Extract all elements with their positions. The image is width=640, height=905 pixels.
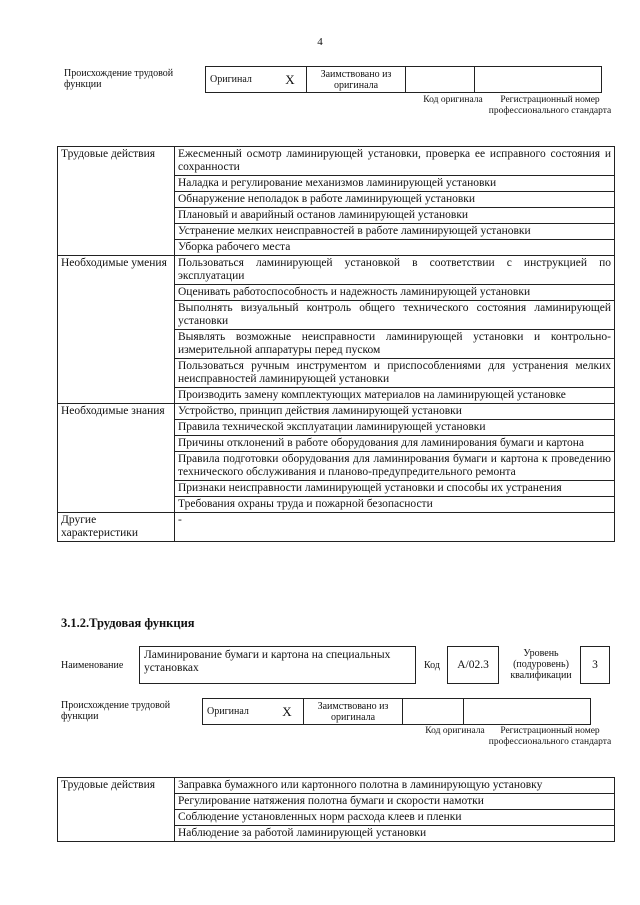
table-cell: Правила технической эксплуатации ламинирующей установки	[175, 420, 615, 436]
table-cell: Признаки неисправности ламинирующей установки и способы их устранения	[175, 481, 615, 497]
table-cell: Пользоваться ручным инструментом и приспособлениями для устранения мелких неисправностей ламинирующей установки	[175, 359, 615, 388]
level-box	[580, 646, 610, 684]
reg-number-cell	[464, 699, 591, 725]
other-header: Другие характеристики	[58, 513, 175, 542]
level-label: Уровень (подуровень) квалификации	[510, 648, 572, 681]
origin-table	[202, 698, 591, 725]
labor-actions-header: Трудовые действия	[58, 147, 175, 256]
code-original-caption: Код оригинала	[423, 95, 483, 105]
original-mark: X	[274, 67, 307, 93]
name-label: Наименование	[61, 660, 124, 671]
original-label: Оригинал	[206, 67, 275, 93]
original-label: Оригинал	[203, 699, 272, 725]
code-original-caption: Код оригинала	[425, 726, 485, 736]
table-cell: Выявлять возможные неисправности ламинирующей установки и контрольно-измерительной аппаратуры перед пуском	[175, 330, 615, 359]
code-original-cell	[403, 699, 464, 725]
table-cell: Причины отклонений в работе оборудования для ламинирования бумаги и картона	[175, 436, 615, 452]
origin-label: Происхождение трудовой функции	[64, 68, 174, 90]
code-original-cell	[406, 67, 475, 93]
knowledge-header: Необходимые знания	[58, 404, 175, 513]
function-name: Ламинирование бумаги и картона на специальных установках	[144, 649, 391, 674]
table-cell: Правила подготовки оборудования для ламинирования бумаги и картона к проведению технического обслуживания и планово-предупредительного ремонта	[175, 452, 615, 481]
page-number: 4	[317, 36, 323, 48]
skills-header: Необходимые умения	[58, 256, 175, 404]
table-cell: Обнаружение неполадок в работе ламинирующей установки	[175, 192, 615, 208]
origin-table	[205, 66, 602, 93]
labor-function-table-2	[57, 777, 615, 842]
table-cell: Пользоваться ламинирующей установкой в соответствии с инструкцией по эксплуатации	[175, 256, 615, 285]
function-name-box	[139, 646, 416, 684]
table-cell: Ежесменный осмотр ламинирующей установки, проверка ее исправного состояния и сохранности	[175, 147, 615, 176]
labor-function-table	[57, 146, 615, 542]
table-cell: Производить замену комплектующих материалов на ламинирующей установке	[175, 388, 615, 404]
table-cell: Устройство, принцип действия ламинирующей установки	[175, 404, 615, 420]
other-value: -	[175, 513, 615, 542]
borrowed-label: Заимствовано из оригинала	[304, 699, 403, 725]
reg-number-caption: Регистрационный номер профессионального стандарта	[488, 95, 612, 116]
labor-actions-header: Трудовые действия	[58, 778, 175, 842]
table-cell: Регулирование натяжения полотна бумаги и скорости намотки	[175, 794, 615, 810]
table-cell: Заправка бумажного или картонного полотна в ламинирующую установку	[175, 778, 615, 794]
table-cell: Выполнять визуальный контроль общего технического состояния ламинирующей установки	[175, 301, 615, 330]
code-label: Код	[424, 660, 440, 671]
table-cell: Наблюдение за работой ламинирующей установки	[175, 826, 615, 842]
table-cell: Уборка рабочего места	[175, 240, 615, 256]
table-cell: Оценивать работоспособность и надежность ламинирующей установки	[175, 285, 615, 301]
origin-label: Происхождение трудовой функции	[61, 700, 171, 722]
table-cell: Требования охраны труда и пожарной безопасности	[175, 497, 615, 513]
original-mark: X	[271, 699, 304, 725]
table-cell: Плановый и аварийный останов ламинирующей установки	[175, 208, 615, 224]
code-value: A/02.3	[457, 659, 489, 671]
table-cell: Соблюдение установленных норм расхода клеев и пленки	[175, 810, 615, 826]
reg-number-cell	[475, 67, 602, 93]
reg-number-caption: Регистрационный номер профессионального стандарта	[488, 726, 612, 747]
table-cell: Наладка и регулирование механизмов ламинирующей установки	[175, 176, 615, 192]
borrowed-label: Заимствовано из оригинала	[307, 67, 406, 93]
level-value: 3	[592, 659, 598, 671]
table-cell: Устранение мелких неисправностей в работе ламинирующей установки	[175, 224, 615, 240]
section-title: 3.1.2.Трудовая функция	[61, 616, 195, 630]
code-box	[447, 646, 499, 684]
